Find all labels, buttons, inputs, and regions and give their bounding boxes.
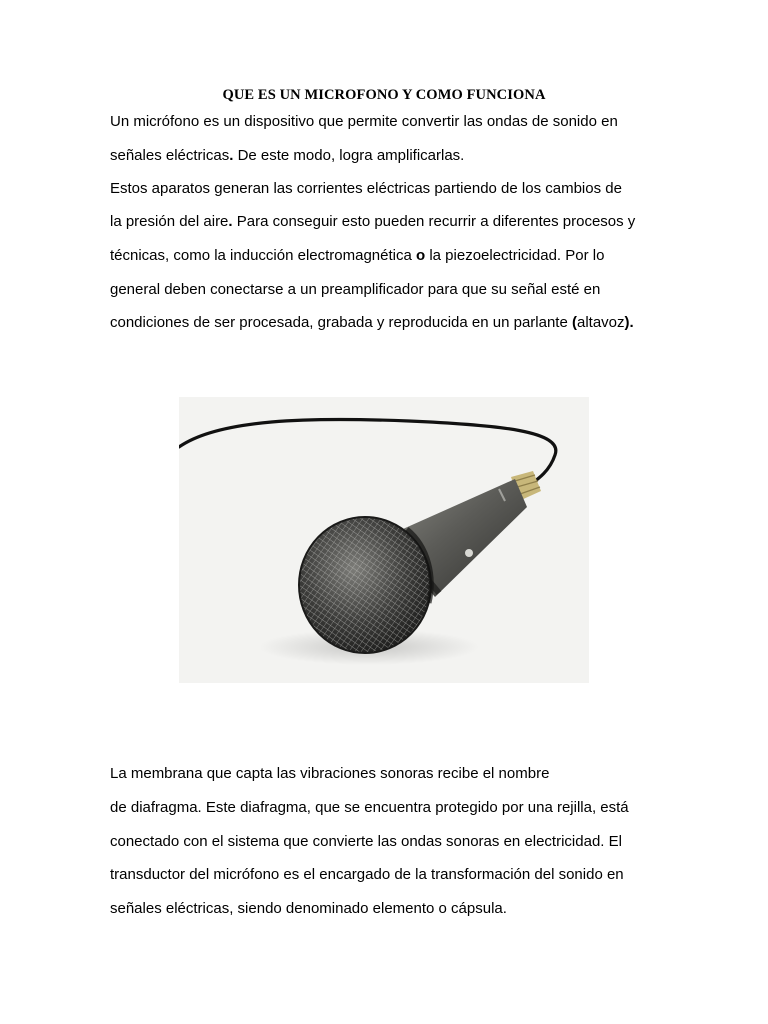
text-line — [110, 314, 634, 332]
text-line: Un micrófono es un dispositivo que permite convertir las ondas de sonido en — [110, 113, 618, 130]
text-line: Estos aparatos generan las corrientes eléctricas partiendo de los cambios de — [110, 180, 622, 197]
text-run: señales eléctricas — [110, 147, 230, 164]
text-line: de diafragma. Este diafragma, que se encuentra protegido por una rejilla, está — [110, 799, 629, 816]
text-run: la piezoelectricidad. Por lo — [425, 247, 605, 264]
microphone-image — [179, 397, 589, 683]
text-line — [110, 147, 464, 165]
text-run: Para conseguir esto pueden recurrir a diferentes procesos y — [232, 213, 636, 230]
text-run: técnicas, como la inducción electromagnética — [110, 247, 416, 264]
text-run: altavoz — [576, 314, 625, 331]
text-run: De este modo, logra amplificarlas. — [233, 147, 465, 164]
text-run: condiciones de ser procesada, grabada y reproducida en un parlante — [110, 314, 572, 331]
text-line: señales eléctricas, siendo denominado elemento o cápsula. — [110, 900, 507, 917]
text-line: conectado con el sistema que convierte las ondas sonoras en electricidad. El — [110, 833, 622, 850]
text-run-bold: o — [416, 247, 426, 264]
text-run: la presión del aire — [110, 213, 229, 230]
text-line — [110, 213, 635, 231]
page-title: QUE ES UN MICROFONO Y COMO FUNCIONA — [222, 87, 546, 103]
text-run-bold: ). — [624, 314, 634, 331]
text-run-bold: . — [228, 213, 233, 230]
text-line: La membrana que capta las vibraciones sonoras recibe el nombre — [110, 765, 550, 782]
text-line: transductor del micrófono es el encargado de la transformación del sonido en — [110, 866, 624, 883]
text-run-bold: ( — [571, 314, 577, 331]
text-line: general deben conectarse a un preamplificador para que su señal esté en — [110, 281, 601, 298]
text-line — [110, 247, 604, 265]
text-run-bold: . — [229, 147, 234, 164]
